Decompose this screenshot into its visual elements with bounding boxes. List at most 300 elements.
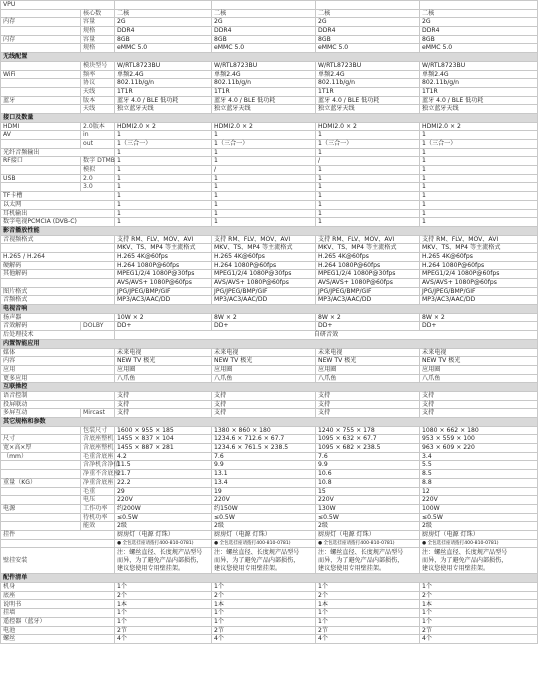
spec-row: [1, 61, 538, 70]
row-category: 壁挂安装: [1, 548, 115, 574]
row-category: [1, 487, 81, 496]
row-value: 1: [316, 209, 420, 218]
spec-row: [1, 357, 538, 366]
row-value: 1个: [420, 583, 538, 592]
row-value: 1: [115, 200, 212, 209]
row-value: AVS/AVS+ 1080P@60fps: [316, 279, 420, 288]
row-value: 1个: [212, 609, 316, 618]
row-subcategory: 版本: [81, 96, 115, 105]
row-value: 八爪鱼: [212, 374, 316, 383]
row-value: DD+: [316, 322, 420, 331]
row-subcategory: 能效: [81, 522, 115, 531]
row-value: AVS/AVS+ 1080P@60fps: [420, 279, 538, 288]
spec-row: [1, 1, 538, 10]
spec-row: [1, 444, 538, 453]
row-value: 支持: [420, 400, 538, 409]
row-value: 2节: [212, 626, 316, 635]
row-value: 13.1: [212, 470, 316, 479]
spec-row: [1, 44, 538, 53]
row-category: [1, 166, 81, 175]
spec-row: [1, 244, 538, 253]
row-value: MPEG1/2/4 1080P@30fps: [115, 270, 212, 279]
row-category: 宽×高×厚: [1, 444, 81, 453]
note-line: 注：螺丝直径、长度规产品型号: [117, 549, 203, 557]
spec-row: [1, 235, 538, 244]
row-value: H.264 1080P@60fps: [420, 261, 538, 270]
row-subcategory: 3.0: [81, 183, 115, 192]
row-category: [1, 61, 81, 70]
spec-row: [1, 261, 538, 270]
row-value: 1（三合一）: [212, 140, 316, 149]
row-value: 963 × 609 × 220: [420, 444, 538, 453]
row-value: ≤0.5W: [115, 513, 212, 522]
spec-row: [1, 504, 538, 513]
row-value: 1个: [420, 617, 538, 626]
spec-row: [1, 87, 538, 96]
row-value-multiline: [316, 548, 420, 574]
row-value: 1: [212, 131, 316, 140]
row-value: 2G: [115, 18, 212, 27]
row-value: 2级: [420, 522, 538, 531]
row-subcategory: 包装尺寸: [81, 426, 115, 435]
row-subcategory: 规格: [81, 44, 115, 53]
row-value: 厨房灯（电源 灯珠）: [115, 530, 212, 539]
row-category: 内容: [1, 357, 115, 366]
row-subcategory: 2.0: [81, 174, 115, 183]
spec-row: [1, 287, 538, 296]
row-value: 8GB: [420, 35, 538, 44]
row-category: 多屏互动: [1, 409, 81, 418]
row-subcategory: 毛重含底座: [81, 452, 115, 461]
row-category: 图片格式: [1, 287, 115, 296]
spec-row: [1, 35, 538, 44]
row-subcategory: 毛重: [81, 487, 115, 496]
row-value: ≤0.5W: [212, 513, 316, 522]
row-category: [1, 87, 81, 96]
note-line: 建议您使用专用壁挂架。: [422, 564, 490, 572]
section-header: 配件清单: [1, 574, 538, 583]
spec-row: [1, 131, 538, 140]
row-value: 1个: [115, 583, 212, 592]
row-subcategory: 净重含底座: [81, 478, 115, 487]
row-value: 1个: [212, 583, 316, 592]
row-value: 1T1R: [316, 87, 420, 96]
spec-row: [1, 218, 538, 227]
row-category: [1, 44, 81, 53]
spec-row: [1, 79, 538, 88]
row-value: 1T1R: [212, 87, 316, 96]
row-value: 2G: [316, 18, 420, 27]
row-value: 1234.6 × 761.5 × 238.5: [212, 444, 316, 453]
row-value: 独立蓝牙天线: [212, 105, 316, 114]
row-value: 支持: [115, 391, 212, 400]
row-value: H.264 1080P@60fps: [212, 261, 316, 270]
row-value: 支持: [212, 391, 316, 400]
row-value: 单频2.4G: [420, 70, 538, 79]
row-value: 未来电视: [115, 348, 212, 357]
row-value: 支持: [316, 400, 420, 409]
row-value: 2个: [212, 591, 316, 600]
row-value: [115, 1, 212, 10]
row-value: 4个: [115, 635, 212, 644]
row-value: 二核: [212, 9, 316, 18]
row-category: [1, 513, 81, 522]
spec-row: [1, 461, 538, 470]
row-value: 1: [316, 192, 420, 201]
row-note: ● 全包选挂座请拨打400-810-0781): [316, 539, 420, 548]
row-subcategory: 核心数: [81, 9, 115, 18]
row-value: 厨房灯（电源 灯珠）: [420, 530, 538, 539]
row-value: MKV、TS、MP4 等主流格式: [420, 244, 538, 253]
row-value: NEW TV 极光: [420, 357, 538, 366]
row-value-span: 自研音效: [115, 331, 538, 340]
row-value: 9.9: [212, 461, 316, 470]
row-value: DDR4: [212, 27, 316, 36]
row-category: 媒体: [1, 348, 115, 357]
row-value: JPG/JPEG/BMP/GIF: [420, 287, 538, 296]
spec-row: [1, 105, 538, 114]
spec-row: [1, 452, 538, 461]
spec-row: [1, 496, 538, 505]
row-subcategory: Mircast: [81, 409, 115, 418]
row-subcategory: 待机功率: [81, 513, 115, 522]
row-value: 约200W: [115, 504, 212, 513]
spec-row: [1, 70, 538, 79]
spec-row: [1, 183, 538, 192]
row-value: 1个: [115, 617, 212, 626]
row-value: 220V: [316, 496, 420, 505]
row-value: 8GB: [115, 35, 212, 44]
spec-row: [1, 400, 538, 409]
row-value: 4.2: [115, 452, 212, 461]
row-value: 1T1R: [420, 87, 538, 96]
row-value: DDR4: [316, 27, 420, 36]
row-value: MP3/AC3/AAC/DD: [212, 296, 316, 305]
row-value: 1个: [212, 617, 316, 626]
row-value: MPEG1/2/4 1080P@30fps: [212, 270, 316, 279]
row-value: 独立蓝牙天线: [115, 105, 212, 114]
row-value: 支持: [316, 409, 420, 418]
row-value: JPG/JPEG/BMP/GIF: [212, 287, 316, 296]
row-value: 应用圈: [316, 365, 420, 374]
row-value-multiline: [212, 548, 316, 574]
row-value: 支持: [420, 391, 538, 400]
row-value: 2个: [420, 591, 538, 600]
row-value: 953 × 559 × 100: [420, 435, 538, 444]
row-value: 1600 × 955 × 185: [115, 426, 212, 435]
row-value: AVS/AVS+ 1080P@60fps: [212, 279, 316, 288]
row-value: 1455 × 837 × 104: [115, 435, 212, 444]
row-value: 19: [212, 487, 316, 496]
spec-row: [1, 409, 538, 418]
spec-row: [1, 470, 538, 479]
row-value: H.264 1080P@60fps: [115, 261, 212, 270]
row-value: 2G: [420, 18, 538, 27]
row-value: 1080 × 662 × 180: [420, 426, 538, 435]
row-value: H.265 4K@60fps: [115, 252, 212, 261]
row-value: W/RTL8723BU: [115, 61, 212, 70]
note-line: 建议您使用专用壁挂架。: [318, 564, 386, 572]
row-category: 电池: [1, 626, 115, 635]
row-category: 音频格式: [1, 296, 115, 305]
note-line: 而异，为了避免产品内部损伤，: [422, 557, 508, 565]
row-value: 蓝牙 4.0 / BLE 低功耗: [420, 96, 538, 105]
row-category: 扬声器: [1, 313, 115, 322]
row-category: USB: [1, 174, 81, 183]
section-row: [1, 418, 538, 427]
row-value: H.265 4K@60fps: [420, 252, 538, 261]
row-subcategory: 含净机含净值: [81, 461, 115, 470]
spec-row: [1, 279, 538, 288]
row-value: 未来电视: [212, 348, 316, 357]
row-value: 单频2.4G: [115, 70, 212, 79]
spec-row: [1, 635, 538, 644]
section-header: 接口及数量: [1, 113, 538, 122]
spec-row: [1, 296, 538, 305]
row-value: ≤0.5W: [420, 513, 538, 522]
row-value: 220V: [420, 496, 538, 505]
row-category: 闪存: [1, 35, 81, 44]
row-value: 1: [420, 131, 538, 140]
row-value: [420, 1, 538, 10]
spec-row: [1, 365, 538, 374]
row-value: 支持 RM、FLV、MOV、AVI: [420, 235, 538, 244]
row-value: 1: [420, 192, 538, 201]
row-value: NEW TV 极光: [115, 357, 212, 366]
row-value: 15: [316, 487, 420, 496]
note-line: 注：螺丝直径、长度规产品型号: [422, 549, 508, 557]
row-value: JPG/JPEG/BMP/GIF: [115, 287, 212, 296]
row-category: 光纤音频输出: [1, 148, 115, 157]
row-value: MP3/AC3/AAC/DD: [316, 296, 420, 305]
row-category: HDMI: [1, 122, 81, 131]
row-value: AVS/AVS+ 1080P@60fps: [115, 279, 212, 288]
row-value: /: [212, 166, 316, 175]
row-subcategory: 工作功率: [81, 504, 115, 513]
row-value: 1: [115, 166, 212, 175]
row-value: 1个: [316, 617, 420, 626]
row-value: 支持 RM、FLV、MOV、AVI: [115, 235, 212, 244]
row-value: 1: [212, 200, 316, 209]
row-category: [1, 426, 81, 435]
row-subcategory: 规格: [81, 27, 115, 36]
row-value: HDMI2.0 × 2: [420, 122, 538, 131]
row-category: 尺寸: [1, 435, 81, 444]
row-value: 1: [316, 166, 420, 175]
row-category: [1, 9, 81, 18]
row-value: JPG/JPEG/BMP/GIF: [316, 287, 420, 296]
row-category: 说明书: [1, 600, 115, 609]
spec-row: [1, 192, 538, 201]
row-category: 机身: [1, 583, 115, 592]
row-value: DDR4: [115, 27, 212, 36]
row-value: 4个: [212, 635, 316, 644]
row-value: 1本: [420, 600, 538, 609]
row-subcategory: 天线: [81, 87, 115, 96]
spec-row: [1, 322, 538, 331]
row-value: 八爪鱼: [115, 374, 212, 383]
row-value: 1: [115, 174, 212, 183]
section-header: 影音播放性能: [1, 226, 538, 235]
spec-row: [1, 478, 538, 487]
spec-row: [1, 166, 538, 175]
spec-row: [1, 331, 538, 340]
spec-row: [1, 591, 538, 600]
row-value: 8GB: [316, 35, 420, 44]
row-value: 1（三合一）: [316, 140, 420, 149]
row-value: MPEG1/2/4 1080P@60fps: [420, 270, 538, 279]
spec-row: [1, 313, 538, 322]
row-value: 1: [212, 192, 316, 201]
row-subcategory: out: [81, 140, 115, 149]
row-value: 1234.6 × 712.6 × 67.7: [212, 435, 316, 444]
row-category: [1, 105, 81, 114]
row-value: NEW TV 极光: [212, 357, 316, 366]
row-value: 1本: [316, 600, 420, 609]
row-value: 1: [212, 174, 316, 183]
row-value: H.265 4K@60fps: [212, 252, 316, 261]
row-category: [1, 140, 81, 149]
row-value: W/RTL8723BU: [316, 61, 420, 70]
spec-row: [1, 487, 538, 496]
row-value: 蓝牙 4.0 / BLE 低功耗: [115, 96, 212, 105]
row-value: 100W: [420, 504, 538, 513]
note-line: 建议您使用专用壁挂架。: [117, 564, 185, 572]
row-category: 更多应用: [1, 374, 115, 383]
row-value: 1: [420, 174, 538, 183]
row-subcategory: 数字 DTMB: [81, 157, 115, 166]
row-value: 8.5: [420, 470, 538, 479]
row-value-multiline: [115, 548, 212, 574]
spec-row: [1, 140, 538, 149]
spec-row: [1, 122, 538, 131]
row-category: [1, 183, 81, 192]
note-line: 而异，为了避免产品内部损伤，: [214, 557, 300, 565]
section-row: [1, 383, 538, 392]
row-value: 802.11b/g/n: [212, 79, 316, 88]
row-value: HDMI2.0 × 2: [212, 122, 316, 131]
row-value: 802.11b/g/n: [115, 79, 212, 88]
row-value: 130W: [316, 504, 420, 513]
row-value: 单频2.4G: [212, 70, 316, 79]
row-value: 1: [316, 131, 420, 140]
row-category: 以太网: [1, 200, 115, 209]
row-value: 220V: [115, 496, 212, 505]
row-category: H.265 / H.264: [1, 252, 115, 261]
row-subcategory: DOLBY: [81, 322, 115, 331]
row-note: ● 全包选挂座请拨打400-810-0781): [420, 539, 538, 548]
row-value: 1: [420, 218, 538, 227]
spec-row: [1, 348, 538, 357]
row-value: 约150W: [212, 504, 316, 513]
row-category: AV: [1, 131, 81, 140]
row-subcategory: 容量: [81, 18, 115, 27]
row-value: 单频2.4G: [316, 70, 420, 79]
row-category: 重量（KG）: [1, 478, 81, 487]
spec-row: [1, 583, 538, 592]
row-value: 独立蓝牙天线: [420, 105, 538, 114]
row-category: [1, 279, 115, 288]
row-subcategory: 净重不含底座: [81, 470, 115, 479]
spec-row: [1, 18, 538, 27]
row-value: eMMC 5.0: [316, 44, 420, 53]
row-value: 1: [316, 174, 420, 183]
section-row: [1, 574, 538, 583]
row-value: 1: [115, 192, 212, 201]
row-value: 1本: [115, 600, 212, 609]
row-subcategory: 模块型号: [81, 61, 115, 70]
spec-row: [1, 374, 538, 383]
spec-row: [1, 391, 538, 400]
section-row: [1, 53, 538, 62]
section-row: [1, 113, 538, 122]
row-value: 11.5: [115, 461, 212, 470]
row-value: 12: [420, 487, 538, 496]
row-category: 其他解码: [1, 270, 115, 279]
row-note: ● 全包选挂座请拨打400-810-0781): [212, 539, 316, 548]
row-value: 支持: [316, 391, 420, 400]
row-value: eMMC 5.0: [420, 44, 538, 53]
row-value: 1: [420, 209, 538, 218]
spec-row: [1, 148, 538, 157]
spec-row: [1, 270, 538, 279]
row-value: 1个: [316, 609, 420, 618]
row-note: ● 全包选挂座请拨打400-810-0781): [115, 539, 212, 548]
row-value: [316, 1, 420, 10]
row-value: 支持: [212, 409, 316, 418]
spec-row: [1, 174, 538, 183]
spec-row: [1, 96, 538, 105]
row-value: 二核: [115, 9, 212, 18]
note-line: 而异，为了避免产品内部损伤，: [117, 557, 203, 565]
row-value: 1: [212, 157, 316, 166]
note-line: 注：螺丝直径、长度规产品型号: [318, 549, 404, 557]
row-category: 螺丝: [1, 635, 115, 644]
row-value: 1: [316, 183, 420, 192]
spec-table-body: [1, 1, 538, 644]
row-value: 1个: [420, 609, 538, 618]
row-value: 7.6: [212, 452, 316, 461]
row-value: 1: [316, 200, 420, 209]
row-category: [1, 244, 115, 253]
row-value: 厨房灯（电源 灯珠）: [316, 530, 420, 539]
section-row: [1, 305, 538, 314]
row-value: 支持: [115, 400, 212, 409]
spec-row: [1, 626, 538, 635]
row-value: 1095 × 632 × 67.7: [316, 435, 420, 444]
row-category: 应用: [1, 365, 115, 374]
row-value: DDR4: [420, 27, 538, 36]
row-category: 挂件: [1, 530, 115, 539]
row-category: 挂墙: [1, 609, 115, 618]
row-value: 4个: [316, 635, 420, 644]
row-subcategory: 2.0版本: [81, 122, 115, 131]
spec-row: [1, 600, 538, 609]
row-value: 支持: [212, 400, 316, 409]
section-header: 其它规格和参数: [1, 418, 538, 427]
row-value: H.265 4K@60fps: [316, 252, 420, 261]
row-value: 1: [420, 166, 538, 175]
spec-row: [1, 252, 538, 261]
row-value: 1: [420, 148, 538, 157]
row-subcategory: 天线: [81, 105, 115, 114]
row-value: 1本: [212, 600, 316, 609]
row-value: W/RTL8723BU: [420, 61, 538, 70]
row-value: 8.8: [420, 478, 538, 487]
row-value: eMMC 5.0: [212, 44, 316, 53]
row-subcategory: 含底座整机: [81, 444, 115, 453]
row-value: 2个: [115, 591, 212, 600]
